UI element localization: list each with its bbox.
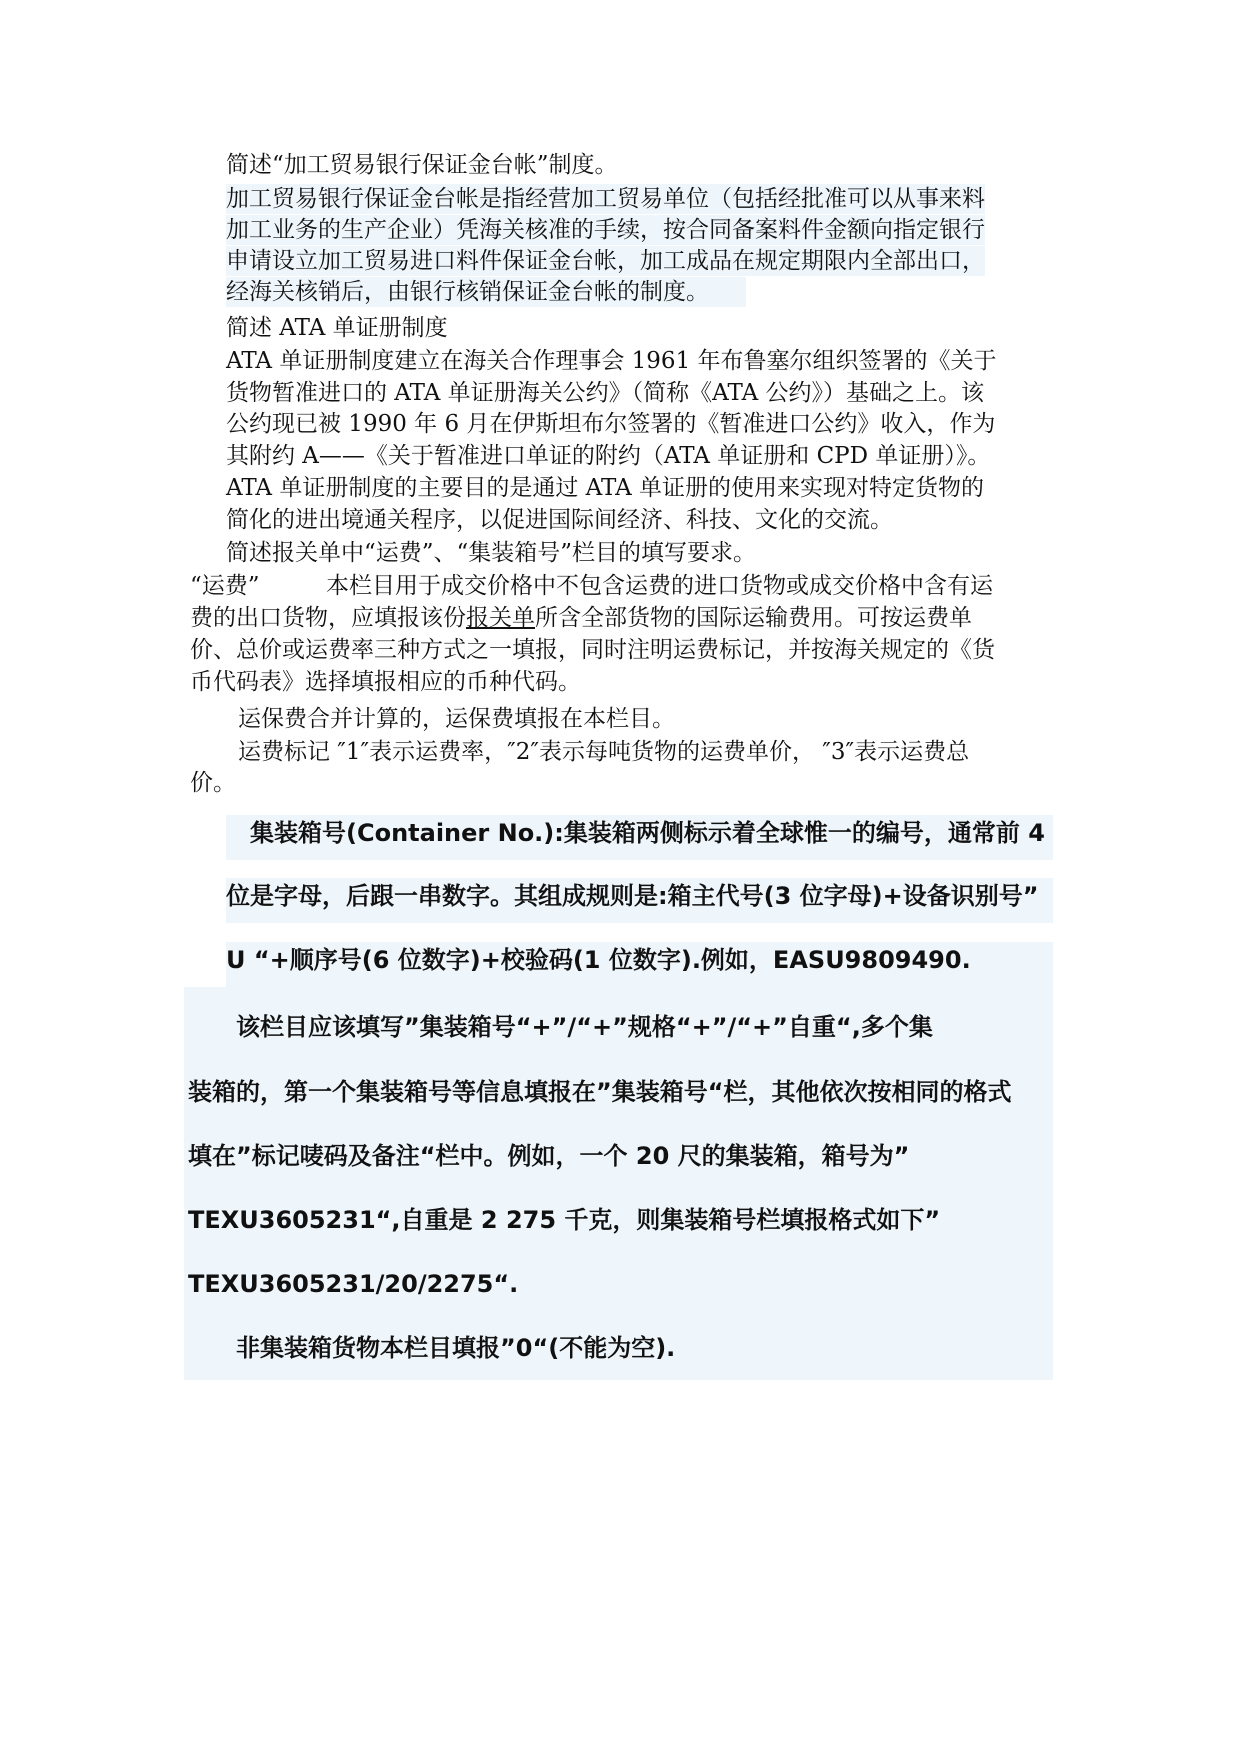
freight-note: 运保费合并计算的，运保费填报在本栏目。 bbox=[238, 706, 675, 732]
container-no-line: 位是字母，后跟一串数字。其组成规则是:箱主代号(3 位字母)+设备识别号” bbox=[226, 882, 1039, 910]
freight-line: 价、总价或运费率三种方式之一填报，同时注明运费标记，并按海关规定的《货 bbox=[190, 637, 995, 663]
container-no-line: U “+顺序号(6 位数字)+校验码(1 位数字).例如，EASU9809490. bbox=[226, 946, 971, 974]
section3-title: 简述报关单中“运费”、“集装箱号”栏目的填写要求。 bbox=[226, 540, 757, 566]
freight-note-end: 价。 bbox=[190, 770, 236, 796]
fill-rule-line: 填在”标记唛码及备注“栏中。例如，一个 20 尺的集装箱，箱号为” bbox=[188, 1142, 910, 1170]
section1-line: 经海关核销后，由银行核销保证金台帐的制度。 bbox=[226, 277, 746, 307]
container-no-line: 集装箱号(Container No.):集装箱两侧标示着全球惟一的编号，通常前 4 bbox=[250, 819, 1045, 847]
freight-line-text: 费的出口货物，应填报该份 bbox=[190, 605, 466, 631]
fill-rule-line: 装箱的，第一个集装箱号等信息填报在”集装箱号“栏，其他依次按相同的格式 bbox=[188, 1078, 1012, 1106]
section2-line: 货物暂准进口的 ATA 单证册海关公约》（简称《ATA 公约》）基础之上。该 bbox=[226, 380, 985, 406]
section2-line: 公约现已被 1990 年 6 月在伊斯坦布尔签署的《暂准进口公约》收入，作为 bbox=[226, 411, 996, 437]
customs-declaration-link[interactable]: 报关单 bbox=[466, 605, 535, 631]
section2-line: ATA 单证册制度的主要目的是通过 ATA 单证册的使用来实现对特定货物的 bbox=[226, 475, 985, 501]
fill-rule-line: TEXU3605231“,自重是 2 275 千克，则集装箱号栏填报格式如下” bbox=[188, 1206, 941, 1234]
freight-line bbox=[190, 603, 972, 633]
freight-line-text: 所含全部货物的国际运输费用。可按运费单 bbox=[535, 605, 972, 631]
section2-line: 简化的进出境通关程序，以促进国际间经济、科技、文化的交流。 bbox=[226, 507, 893, 533]
section2-line: ATA 单证册制度建立在海关合作理事会 1961 年布鲁塞尔组织签署的《关于 bbox=[226, 348, 997, 374]
freight-label: “运费” bbox=[190, 573, 260, 599]
freight-note: 运费标记 ″1″表示运费率，″2″表示每吨货物的运费单价， ″3″表示运费总 bbox=[238, 739, 970, 765]
section1-line: 申请设立加工贸易进口料件保证金台帐，加工成品在规定期限内全部出口， bbox=[226, 248, 985, 274]
section1-line: 加工贸易银行保证金台帐是指经营加工贸易单位（包括经批准可以从事来料 bbox=[226, 186, 985, 212]
fill-rule-line: TEXU3605231/20/2275“. bbox=[188, 1270, 519, 1298]
section1-line: 加工业务的生产企业）凭海关核准的手续，按合同备案料件金额向指定银行 bbox=[226, 217, 985, 243]
fill-rule-line: 非集装箱货物本栏目填报”0“(不能为空). bbox=[236, 1334, 676, 1362]
highlight-box bbox=[184, 987, 1053, 1380]
fill-rule-line: 该栏目应该填写”集装箱号“+”/“+”规格“+”/“+”自重“,多个集 bbox=[236, 1013, 933, 1041]
freight-line: 币代码表》选择填报相应的币种代码。 bbox=[190, 669, 581, 695]
section2-title: 简述 ATA 单证册制度 bbox=[226, 315, 448, 341]
section2-line: 其附约 A——《关于暂准进口单证的附约（ATA 单证册和 CPD 单证册）》。 bbox=[226, 443, 991, 469]
freight-line: 本栏目用于成交价格中不包含运费的进口货物或成交价格中含有运 bbox=[326, 573, 993, 599]
section1-title: 简述“加工贸易银行保证金台帐”制度。 bbox=[226, 152, 618, 178]
